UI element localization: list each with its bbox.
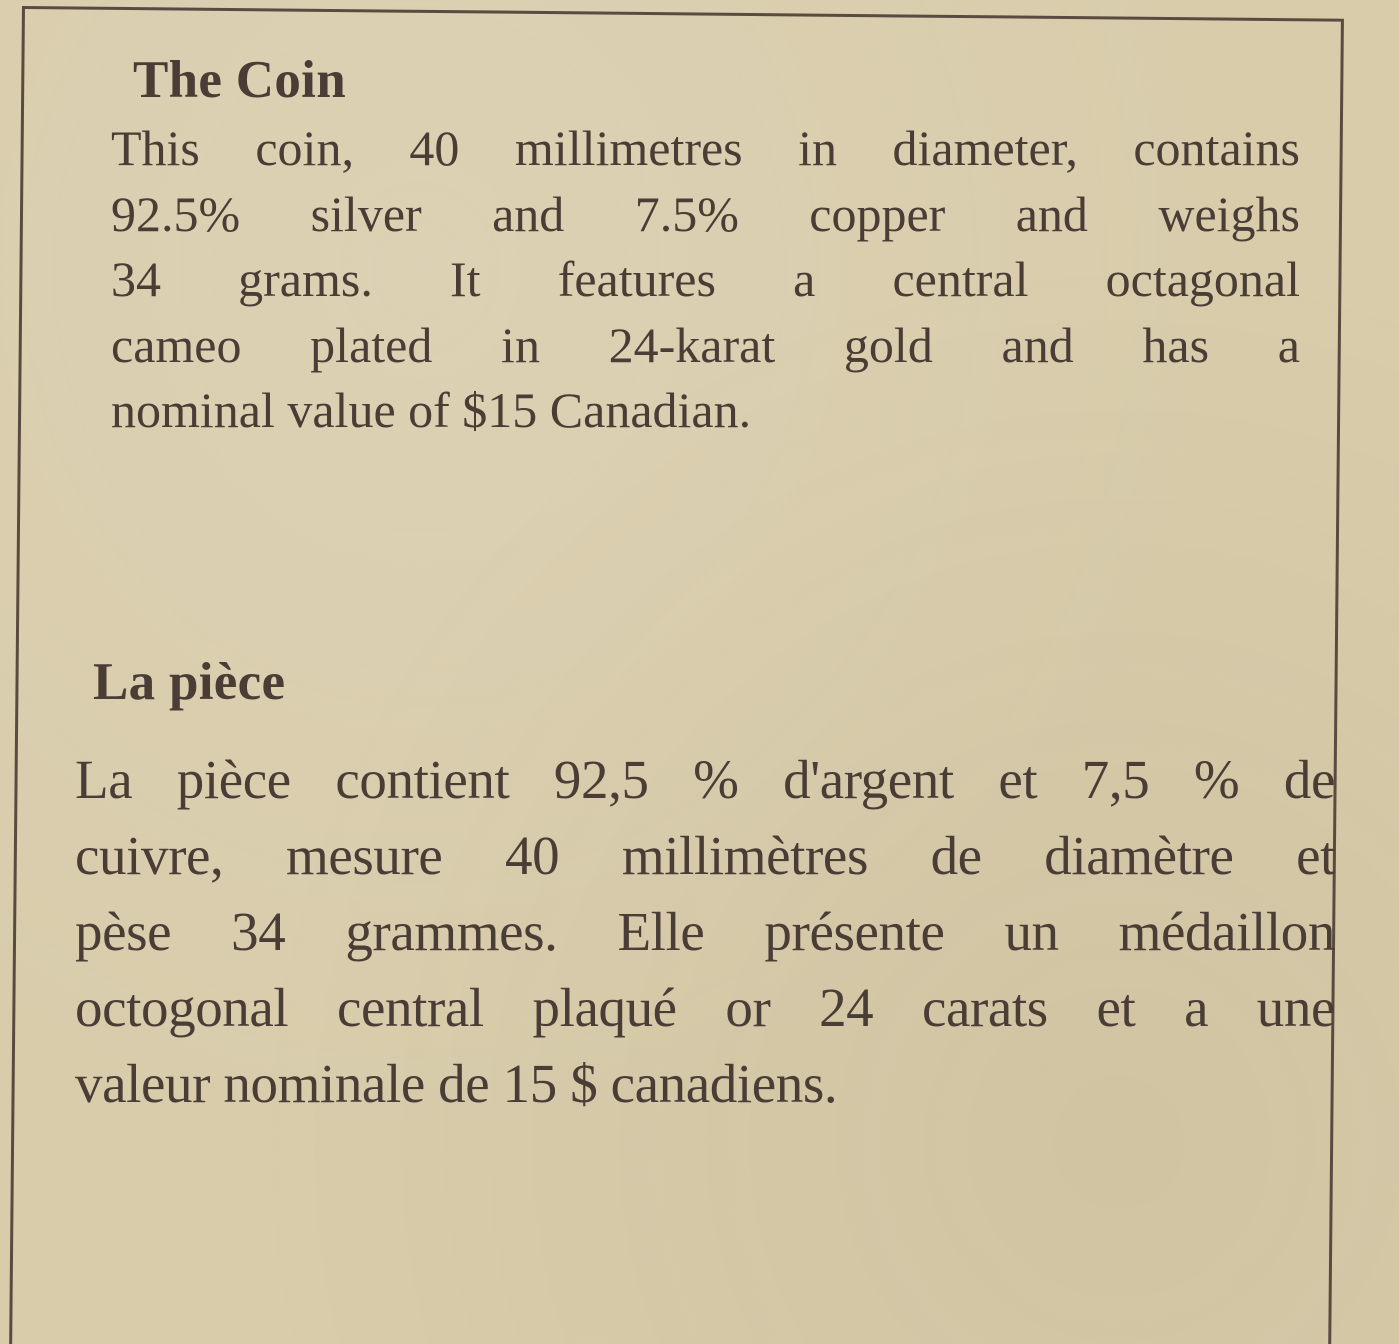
french-line-2: cuivre, mesure 40 millimètres de diamètre et [75, 825, 1335, 886]
english-line-3: 34 grams. It features a central octagonal [111, 251, 1300, 307]
french-line-1: La pièce contient 92,5 % d'argent et 7,5 % de [75, 749, 1335, 810]
english-heading: The Coin [133, 51, 346, 109]
english-section [105, 44, 1300, 444]
french-line-4: octogonal central plaqué or 24 carats et a une [75, 977, 1335, 1038]
french-line-3: pèse 34 grammes. Elle présente un médaillon [75, 901, 1335, 962]
english-line-4: cameo plated in 24-karat gold and has a [111, 316, 1300, 373]
english-line-5: nominal value of $15 Canadian. [111, 382, 752, 438]
french-paragraph [75, 742, 1335, 1122]
french-section [75, 646, 1335, 1122]
english-paragraph [105, 116, 1300, 444]
english-line-2: 92.5% silver and 7.5% copper and weighs [111, 185, 1300, 242]
french-heading: La pièce [93, 653, 286, 711]
french-line-5: valeur nominale de 15 $ canadiens. [75, 1053, 838, 1114]
english-line-1: This coin, 40 millimetres in diameter, contains [111, 120, 1300, 176]
